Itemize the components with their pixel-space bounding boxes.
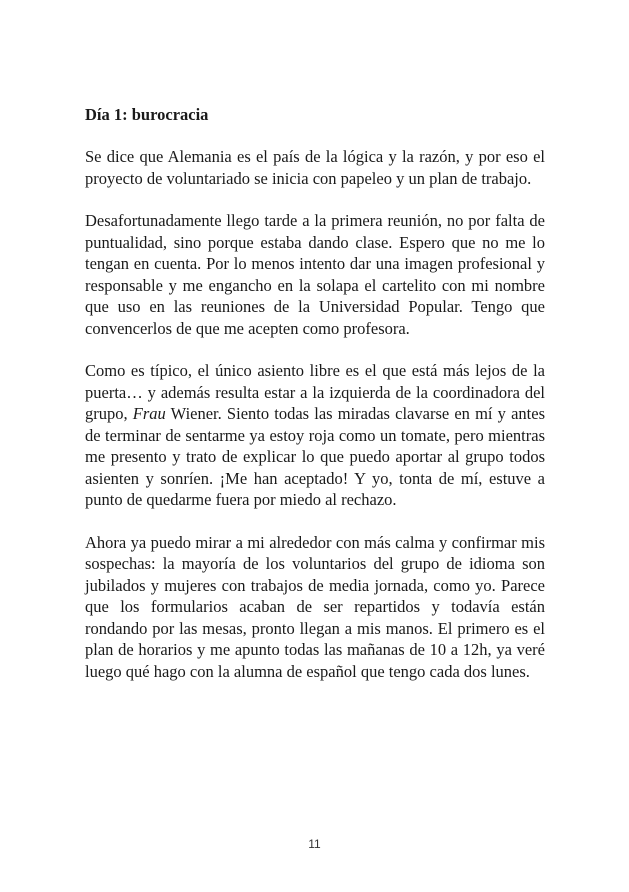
paragraph-3-text-before: Como es típico, el único asiento libre es el que está más lejos de la puerta… y además resulta estar a la izquierda de la coordinadora del grupo,: [85, 361, 545, 423]
chapter-title: Día 1: burocracia: [85, 105, 209, 124]
paragraph-1: Se dice que Alemania es el país de la lógica y la razón, y por eso el proyecto de voluntariado se inicia con papeleo y un plan de trabajo.: [85, 147, 545, 188]
page-body: [85, 104, 545, 703]
paragraph-3-italic-word: Frau: [132, 404, 166, 423]
paragraph-3: [85, 360, 545, 511]
paragraph-4: Ahora ya puedo mirar a mi alrededor con más calma y confirmar mis sospechas: la mayoría de los voluntarios del grupo de idioma son jubilados y mujeres con trabajos de media jornada, como yo. Parece que los formularios acaban de ser repartidos y todavía están rondando por las mesas, pronto llegan a mis manos. El primero es el plan de horarios y me apunto todas las mañanas de 10 a 12h, ya veré luego qué hago con la alumna de español que tengo cada dos lunes.: [85, 532, 545, 681]
paragraph-3-text-after: Wiener. Siento todas las miradas clavarse en mí y antes de terminar de sentarme ya estoy roja como un tomate, pero mientras me presento y trato de explicar lo que puedo aportar al grupo todos asienten y sonríen. ¡Me han aceptado! Y yo, tonta de mí, estuve a punto de quedarme fuera por miedo al rechazo.: [85, 404, 545, 509]
paragraph-2: Desafortunadamente llego tarde a la primera reunión, no por falta de puntualidad, sino porque estaba dando clase. Espero que no me lo tengan en cuenta. Por lo menos intento dar una imagen profesional y responsable y me engancho en la solapa el cartelito con mi nombre que uso en las reuniones de la Universidad Popular. Tengo que convencerlos de que me acepten como profesora.: [85, 211, 545, 338]
page-number: 11: [308, 837, 321, 851]
